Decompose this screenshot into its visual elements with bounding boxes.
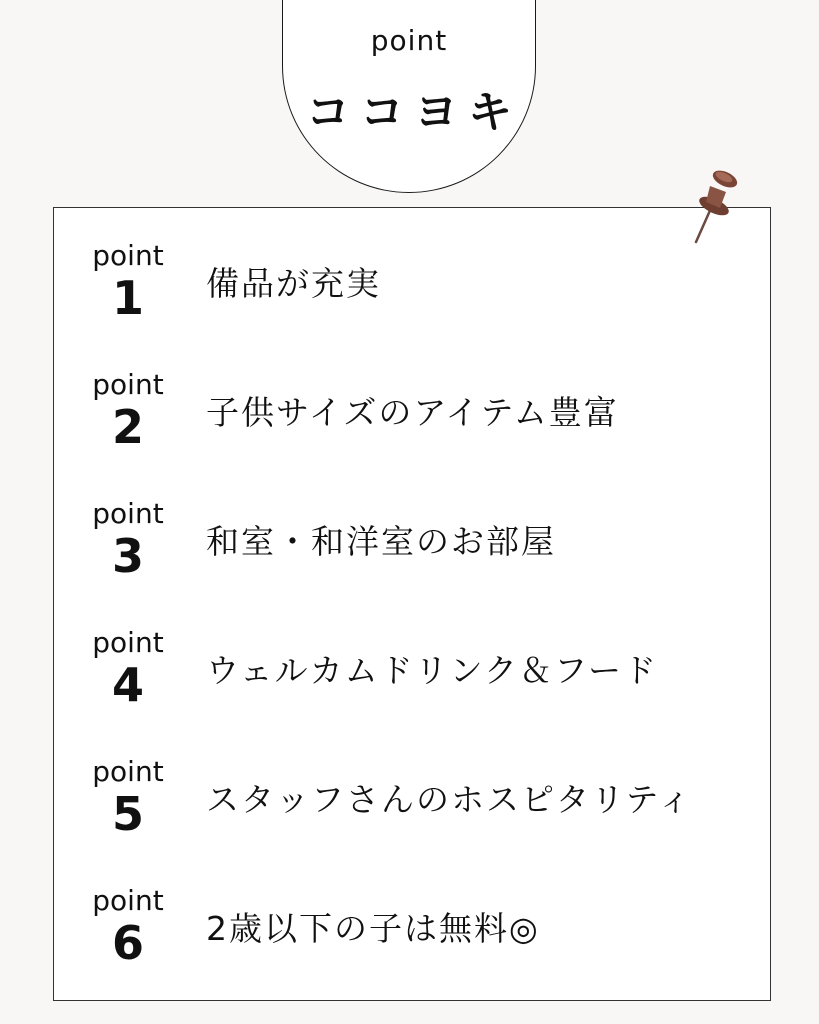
points-card bbox=[53, 207, 771, 1001]
point-item-2 bbox=[54, 369, 772, 479]
point-number: 1 bbox=[111, 271, 144, 325]
point-item-4 bbox=[54, 627, 772, 737]
point-item-1 bbox=[54, 240, 772, 350]
point-text: ウェルカムドリンク＆フード bbox=[206, 651, 659, 690]
point-number: 5 bbox=[111, 787, 144, 841]
header-kicker: point bbox=[370, 24, 448, 57]
point-label: point bbox=[92, 884, 164, 917]
point-text: 和室・和洋室のお部屋 bbox=[206, 522, 556, 561]
point-text: 備品が充実 bbox=[206, 264, 381, 303]
point-label: point bbox=[92, 497, 164, 530]
point-number: 2 bbox=[111, 400, 144, 454]
point-label: point bbox=[92, 626, 164, 659]
point-item-6 bbox=[54, 885, 772, 995]
point-text: スタッフさんのホスピタリティ bbox=[206, 780, 693, 819]
point-label: point bbox=[92, 368, 164, 401]
point-item-5 bbox=[54, 756, 772, 866]
point-number: 3 bbox=[111, 529, 144, 583]
point-text: 子供サイズのアイテム豊富 bbox=[206, 393, 619, 432]
pushpin-icon bbox=[688, 162, 744, 246]
point-label: point bbox=[92, 239, 164, 272]
point-item-3 bbox=[54, 498, 772, 608]
point-text: 2歳以下の子は無料◎ bbox=[206, 909, 540, 948]
header-tab bbox=[282, 0, 536, 193]
point-number: 4 bbox=[111, 658, 144, 712]
header-title: ココヨキ bbox=[306, 87, 522, 138]
point-number: 6 bbox=[111, 916, 144, 970]
point-label: point bbox=[92, 755, 164, 788]
